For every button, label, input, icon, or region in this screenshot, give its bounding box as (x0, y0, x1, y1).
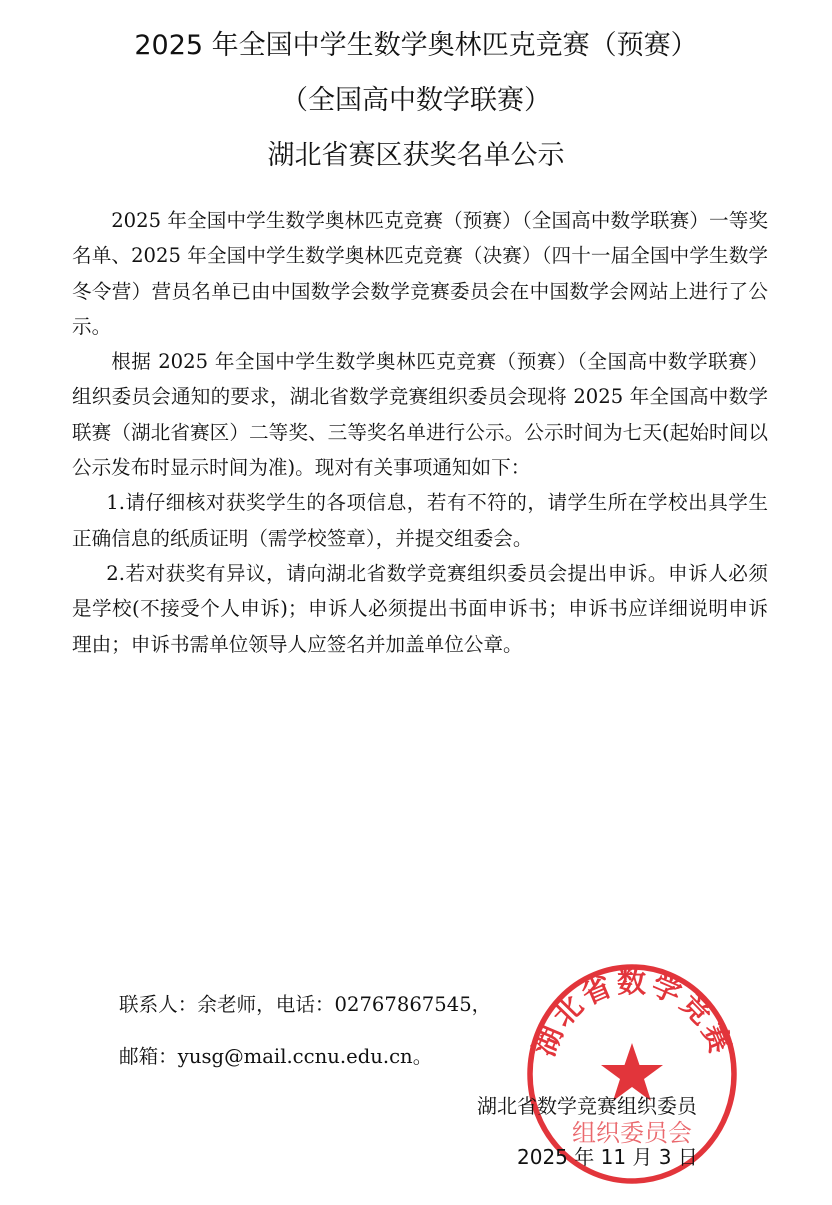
signature-date: 2025 年 11 月 3 日 (517, 1145, 698, 1169)
title-line-2: （全国高中数学联赛） (281, 85, 551, 116)
document-body (72, 203, 768, 662)
contact-email-line (119, 1040, 432, 1069)
signature-organization: 湖北省数学竞赛组织委员 (477, 1094, 697, 1118)
contact-person-phone: 联系人：余老师，电话：02767867545， (119, 993, 492, 1016)
email-period: 。 (412, 1045, 433, 1068)
notice-item-1: 1.请仔细核对获奖学生的各项信息，若有不符的，请学生所在学校出具学生正确信息的纸质证明（需学校签章），并提交组委会。 (72, 491, 768, 550)
paragraph-announcement: 2025 年全国中学生数学奥林匹克竞赛（预赛）（全国高中数学联赛）一等奖名单、2025 年全国中学生数学奥林匹克竞赛（决赛）（四十一届全国中学生数学冬令营）营员名单已由中国数学会数学竞赛委员会在中国数学会网站上进行了公示。 (72, 209, 768, 338)
email-address[interactable]: yusg@mail.ccnu.edu.cn (177, 1045, 413, 1068)
title-line-1: 2025 年全国中学生数学奥林匹克竞赛（预赛） (134, 30, 698, 61)
title-line-3: 湖北省赛区获奖名单公示 (267, 140, 565, 171)
seal-outer-text: 湖北省数学竞赛 (526, 965, 738, 1061)
paragraph-notice: 根据 2025 年全国中学生数学奥林匹克竞赛（预赛）（全国高中数学联赛）组织委员会通知的要求，湖北省数学竞赛组织委员会现将 2025 年全国高中数学联赛（湖北省赛区）二等奖、三等奖名单进行公示。公示时间为七天(起始时间以公示发布时显示时间为准)。现对有关事项通知如下： (72, 350, 768, 480)
seal-inner-text: 组织委员会 (572, 1119, 692, 1147)
email-label: 邮箱： (119, 1045, 178, 1068)
notice-item-2: 2.若对获奖有异议，请向湖北省数学竞赛组织委员会提出申诉。申诉人必须是学校(不接受个人申诉)；申诉人必须提出书面申诉书；申诉书应详细说明申诉理由；申诉书需单位领导人应签名并加盖单位公章。 (72, 561, 768, 656)
document-title (0, 18, 832, 183)
